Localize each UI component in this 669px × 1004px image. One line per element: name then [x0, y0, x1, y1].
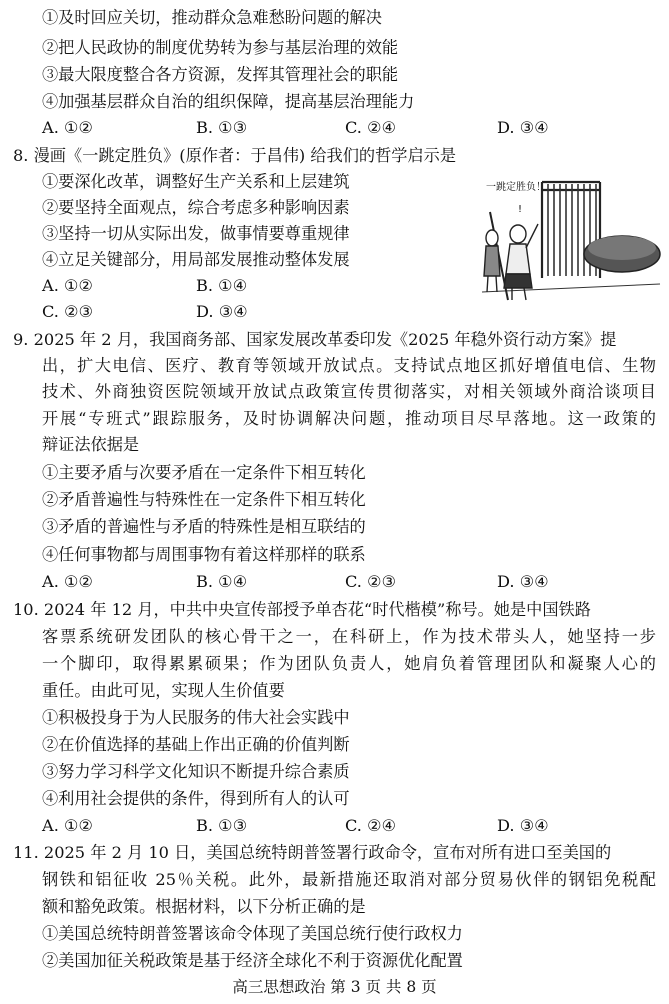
q9-item-1: ①主要矛盾与次要矛盾在一定条件下相互转化 — [42, 463, 366, 482]
q8-stem: 8. 漫画《一跳定胜负》(原作者：于昌伟) 给我们的哲学启示是 — [13, 146, 457, 165]
page-footer: 高三思想政治 第 3 页 共 8 页 — [232, 978, 437, 996]
q8-option-d: D. ③④ — [196, 302, 248, 321]
q8-option-a: A. ①② — [42, 276, 94, 295]
q10-option-a: A. ①② — [42, 816, 94, 835]
q9-item-3: ③矛盾的普遍性与矛盾的特殊性是相互联结的 — [42, 517, 366, 536]
q10-item-2: ②在价值选择的基础上作出正确的价值判断 — [42, 735, 350, 754]
q9-stem-line-4: 开展“专班式”跟踪服务，及时协调解决问题，推动项目尽早落地。这一政策的 — [42, 409, 656, 428]
cartoon-caption: 一跳定胜负！ — [486, 182, 546, 193]
q10-stem-line-4: 重任。由此可见，实现人生价值要 — [42, 681, 285, 700]
q8-item-1: ①要深化改革，调整好生产关系和上层建筑 — [42, 172, 350, 191]
q10-option-c: C. ②④ — [345, 816, 397, 835]
q10-item-3: ③努力学习科学文化知识不断提升综合素质 — [42, 762, 350, 781]
q8-item-3: ③坚持一切从实际出发，做事情要尊重规律 — [42, 224, 350, 243]
q8-option-b: B. ①④ — [196, 276, 248, 295]
q9-option-c: C. ②③ — [345, 572, 397, 591]
q9-item-2: ②矛盾普遍性与特殊性在一定条件下相互转化 — [42, 490, 366, 509]
q9-option-d: D. ③④ — [497, 572, 549, 591]
q7-item-2: ②把人民政协的制度优势转为参与基层治理的效能 — [42, 38, 399, 57]
q8-item-2: ②要坚持全面观点，综合考虑多种影响因素 — [42, 198, 350, 217]
q7-option-c: C. ②④ — [345, 118, 397, 137]
q11-stem-line-2: 钢铁和铝征收 25％关税。此外，最新措施还取消对部分贸易伙伴的钢铝免税配 — [42, 870, 656, 889]
q9-stem-line-5: 辩证法依据是 — [42, 435, 140, 454]
q10-stem-line-2: 客票系统研发团队的核心骨干之一，在科研上，作为技术带头人，她坚持一步 — [42, 627, 656, 646]
q9-stem-line-1: 9. 2025 年 2 月，我国商务部、国家发展改革委印发《2025 年稳外资行动方案》提 — [13, 330, 617, 349]
q9-item-4: ④任何事物都与周围事物有着这样那样的联系 — [42, 545, 366, 564]
cartoon-illustration — [472, 176, 664, 308]
q7-option-b: B. ①③ — [196, 118, 248, 137]
svg-text:!: ! — [518, 204, 523, 215]
q8-item-4: ④立足关键部分，用局部发展推动整体发展 — [42, 250, 350, 269]
q11-item-2: ②美国加征关税政策是基于经济全球化不利于资源优化配置 — [42, 951, 463, 970]
q10-item-1: ①积极投身于为人民服务的伟大社会实践中 — [42, 708, 350, 727]
q7-option-d: D. ③④ — [497, 118, 549, 137]
q7-option-a: A. ①② — [42, 118, 94, 137]
q10-option-d: D. ③④ — [497, 816, 549, 835]
q7-item-3: ③最大限度整合各方资源，发挥其管理社会的职能 — [42, 65, 399, 84]
q9-stem-line-3: 技术、外商独资医院领域开放试点政策宣传贯彻落实，对相关领域外商洽谈项目 — [42, 382, 656, 401]
q9-option-a: A. ①② — [42, 572, 94, 591]
q7-item-1: ①及时回应关切，推动群众急难愁盼问题的解决 — [42, 8, 382, 27]
q9-option-b: B. ①④ — [196, 572, 248, 591]
q11-item-1: ①美国总统特朗普签署该命令体现了美国总统行使行政权力 — [42, 924, 463, 943]
q8-option-c: C. ②③ — [42, 302, 94, 321]
q11-stem-line-1: 11. 2025 年 2 月 10 日，美国总统特朗普签署行政命令，宣布对所有进口至美国的 — [13, 843, 612, 862]
q11-stem-line-3: 额和豁免政策。根据材料，以下分析正确的是 — [42, 897, 366, 916]
q10-stem-line-3: 一个脚印，取得累累硕果；作为团队负责人，她肩负着管理团队和凝聚人心的 — [42, 654, 656, 673]
cartoon-image — [472, 176, 664, 308]
q10-stem-line-1: 10. 2024 年 12 月，中共中央宣传部授予单杏花“时代楷模”称号。她是中国铁路 — [13, 600, 591, 619]
q9-stem-line-2: 出，扩大电信、医疗、教育等领域开放试点。支持试点地区抓好增值电信、生物 — [42, 356, 656, 375]
q7-item-4: ④加强基层群众自治的组织保障，提高基层治理能力 — [42, 92, 415, 111]
q10-option-b: B. ①③ — [196, 816, 248, 835]
q10-item-4: ④利用社会提供的条件，得到所有人的认可 — [42, 789, 350, 808]
